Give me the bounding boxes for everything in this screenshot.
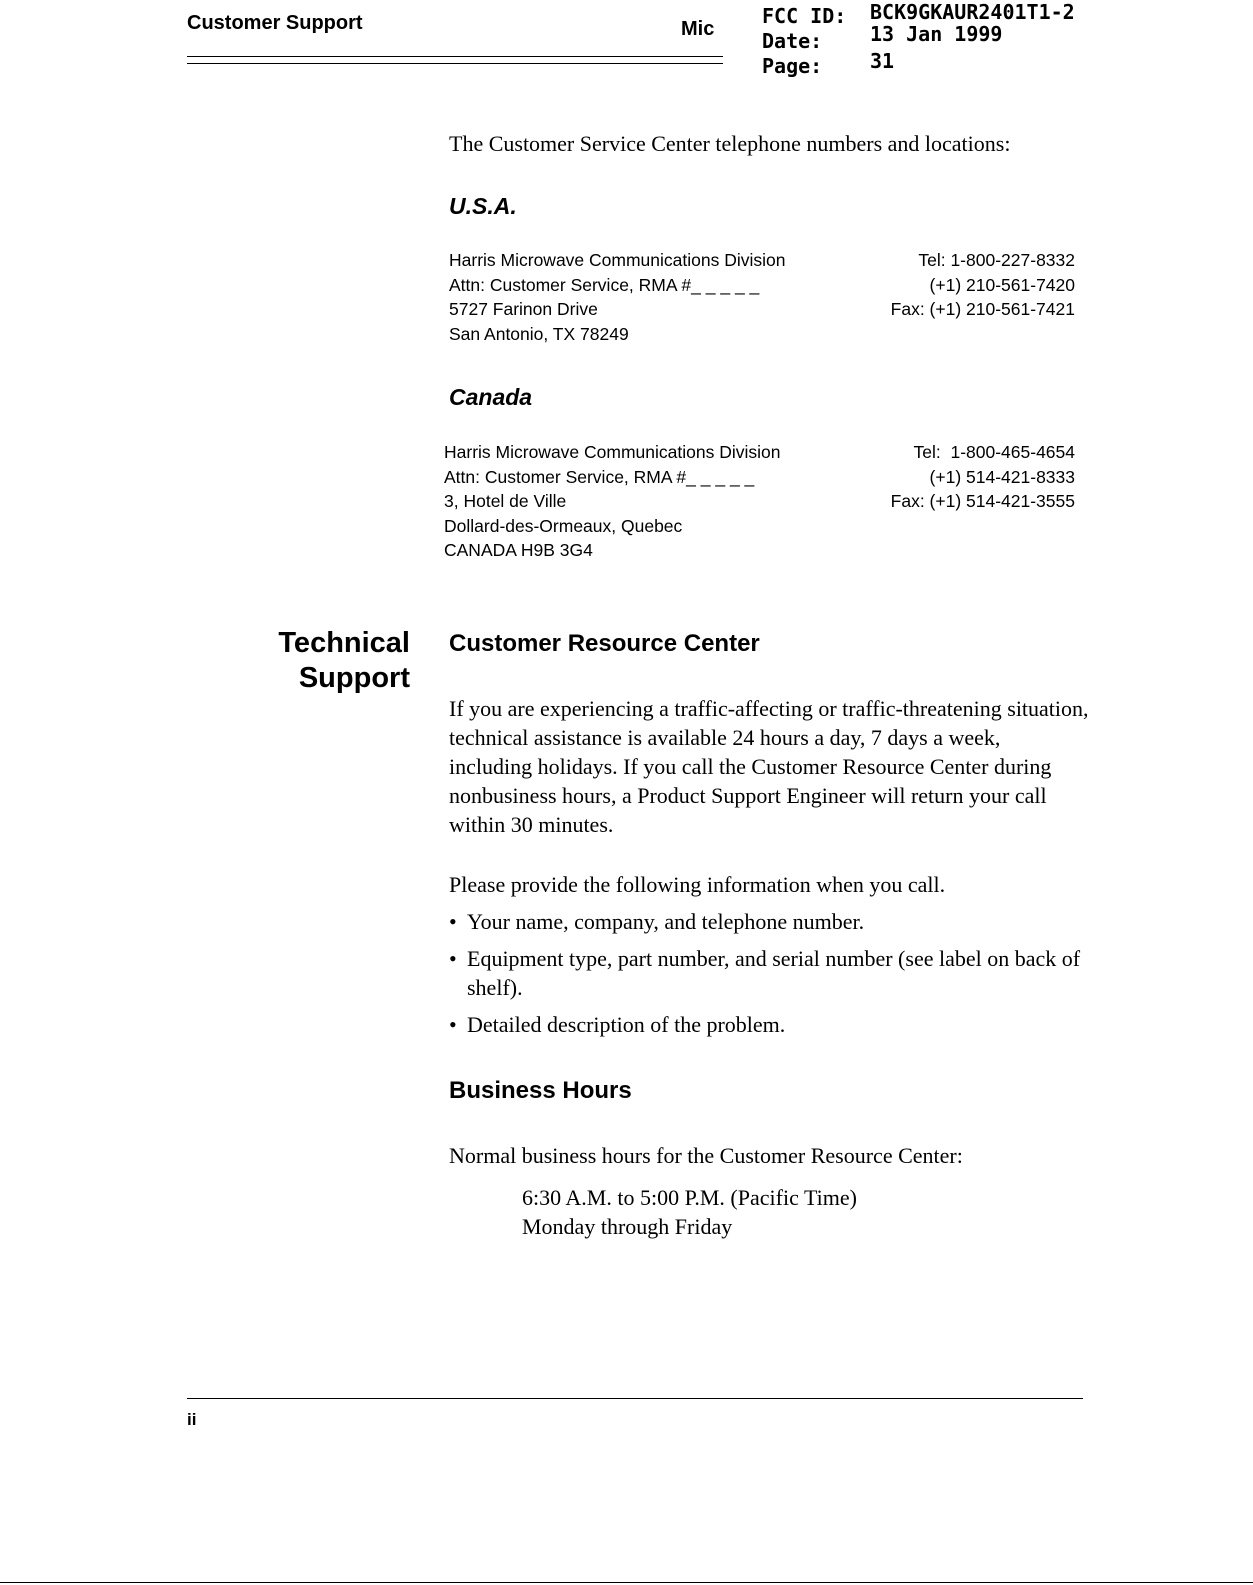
usa-address-line: Attn: Customer Service, RMA #_ _ _ _ _ [449,274,760,295]
hours-intro-text: Normal business hours for the Customer Resource Center: [449,1143,963,1168]
intro-text: The Customer Service Center telephone numbers and locations: [449,131,1011,156]
provide-info-text: Please provide the following information when you call. [449,872,946,897]
date-label: Date: [762,29,823,53]
list-item [449,907,1089,936]
hours-block [522,1183,857,1241]
usa-address [449,248,785,346]
usa-fax: Fax: (+1) 210-561-7421 [890,299,1075,319]
canada-tel: Tel: 1-800-465-4654 [913,442,1075,462]
side-heading-technical-support [230,626,410,696]
canada-address-line: CANADA H9B 3G4 [444,540,593,560]
fcc-id-value: BCK9GKAUR2401T1-2 [870,0,1075,24]
header-rule-top [187,56,723,57]
fcc-id-label: FCC ID: [762,4,847,28]
bullet-dot: • [449,909,457,934]
list-item-text: Your name, company, and telephone number. [467,909,865,934]
usa-address-line: 5727 Farinon Drive [449,299,598,319]
page-value: 31 [870,49,895,73]
canada-tel-alt: (+1) 514-421-8333 [929,466,1075,487]
canada-address-line: Attn: Customer Service, RMA #_ _ _ _ _ [444,466,755,487]
bullet-dot: • [449,946,457,971]
list-item [449,1010,1089,1039]
running-header-section: Customer Support [187,12,363,34]
list-item [449,944,1089,1002]
info-bullet-list [449,907,1089,1039]
bullet-dot: • [449,1012,457,1037]
canada-address-line: Harris Microwave Communications Division [444,442,781,462]
list-item-text: Equipment type, part number, and serial number (see label on back of shelf). [467,946,1081,1000]
hours-days: Monday through Friday [522,1214,733,1239]
canada-address [444,440,780,563]
side-heading-line: Technical [278,627,410,659]
usa-address-line: Harris Microwave Communications Division [449,250,786,270]
page-label: Page: [762,54,823,78]
usa-tel-alt: (+1) 210-561-7420 [929,274,1075,295]
business-hours-heading: Business Hours [449,1077,632,1104]
canada-contacts [855,440,1075,514]
date-value: 13 Jan 1999 [870,22,1003,46]
footer-rule [187,1398,1083,1399]
usa-heading: U.S.A. [449,193,517,219]
resource-center-paragraph: If you are experiencing a traffic-affecting or traffic-threatening situation, technical assistance is available 24 hours a day, 7 days a week, including holidays. If you call the Customer Resource Center during nonbusiness hours, a Product Support Engineer will return your call within 30 minutes. [449,696,1089,837]
side-heading-line: Support [298,662,410,694]
canada-address-line: 3, Hotel de Ville [444,491,567,511]
canada-heading: Canada [449,384,533,410]
running-header-title-fragment: Mic [681,18,715,40]
usa-address-line: San Antonio, TX 78249 [449,323,629,344]
footer-page-number: ii [187,1410,197,1429]
usa-contacts [855,248,1075,322]
header-rule-bottom [187,63,723,64]
hours-time: 6:30 A.M. to 5:00 P.M. (Pacific Time) [522,1185,857,1210]
resource-center-heading: Customer Resource Center [449,630,760,657]
list-item-text: Detailed description of the problem. [467,1012,786,1037]
scan-edge-rule [0,1582,1253,1583]
canada-address-line: Dollard-des-Ormeaux, Quebec [444,515,683,536]
canada-fax: Fax: (+1) 514-421-3555 [890,491,1075,511]
usa-tel: Tel: 1-800-227-8332 [918,250,1075,270]
